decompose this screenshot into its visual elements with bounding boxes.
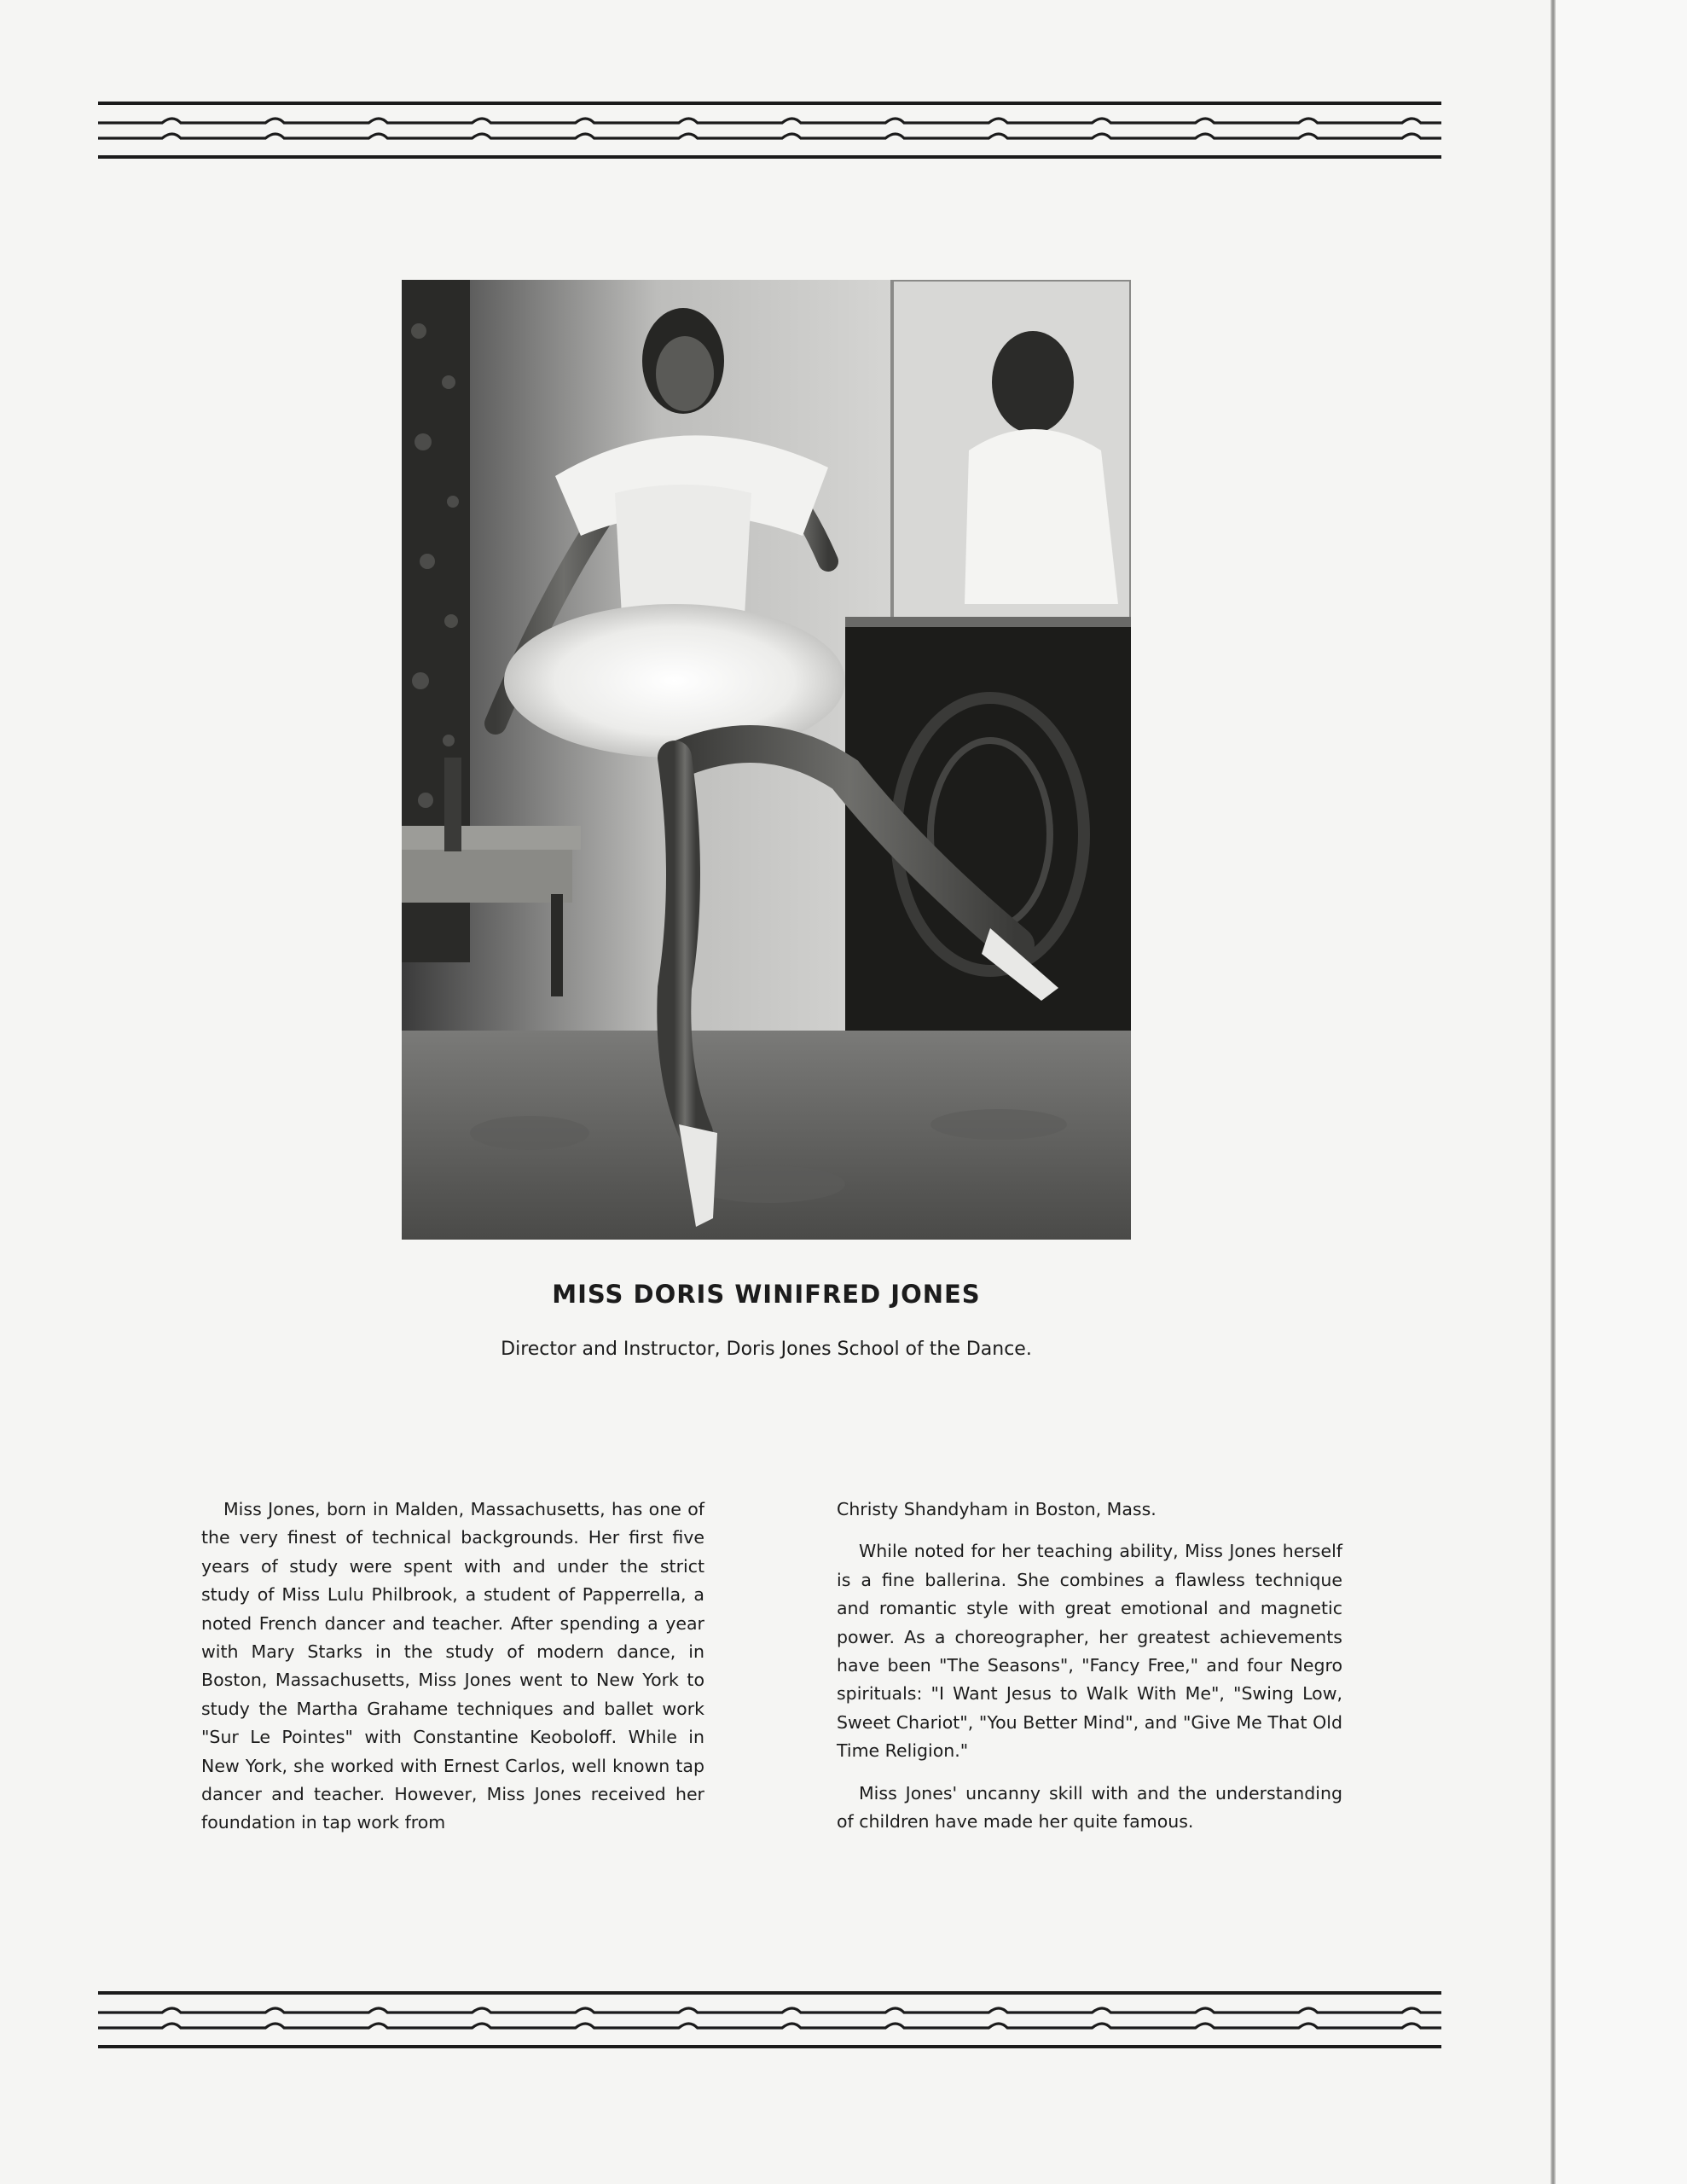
body-paragraph: While noted for her teaching ability, Miss Jones herself is a fine ballerina. She combines a flawless technique and romantic style with great emotional and magnetic power. As a choreographer, her greatest achievements have been "The Seasons", "Fancy Free," and four Negro spirituals: "I Want Jesus to Walk With Me", "Swing Low, Sweet Chariot", "You Better Mind", and "Give Me That Old Time Religion." xyxy=(837,1541,1342,1762)
page-margin xyxy=(1556,0,1687,2184)
body-paragraph-continued: Christy Shandyham in Boston, Mass. xyxy=(837,1499,1157,1519)
caption-role: Director and Instructor, Doris Jones School of the Dance. xyxy=(501,1339,1032,1360)
top-decorative-border xyxy=(98,101,1441,160)
body-paragraph: Miss Jones' uncanny skill with and the understanding of children have made her quite famous. xyxy=(837,1782,1342,1833)
body-right-column xyxy=(837,1496,1342,1836)
body-left-column xyxy=(201,1496,704,1838)
bottom-decorative-border xyxy=(98,1990,1441,2050)
scroll-line xyxy=(98,119,1441,123)
scroll-line xyxy=(98,134,1441,138)
ballerina-photograph xyxy=(402,280,1131,1240)
scroll-line xyxy=(98,2024,1441,2028)
body-paragraph: Miss Jones, born in Malden, Massachusetts, has one of the very finest of technical backgrounds. Her first five years of study were spent with and under the strict study of Miss Lulu Philbrook, a student of Papperrella, a noted French dancer and teacher. After spending a year with Mary Starks in the study of modern dance, in Boston, Massachusetts, Miss Jones went to New York to study the Martha Grahame techniques and ballet work "Sur Le Pointes" with Constantine Keoboloff. While in New York, she worked with Ernest Carlos, well known tap dancer and teacher. However, Miss Jones received her foundation in tap work from xyxy=(201,1499,704,1833)
caption-name: MISS DORIS WINIFRED JONES xyxy=(552,1280,981,1309)
scroll-line xyxy=(98,2008,1441,2013)
